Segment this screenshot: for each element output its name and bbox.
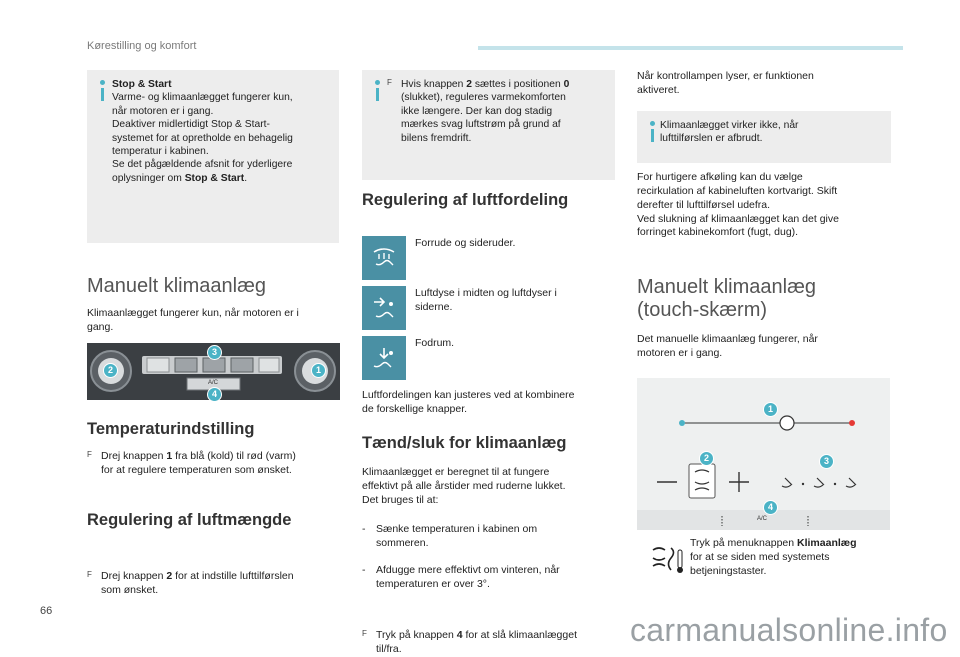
temp-num: 1 (166, 450, 173, 462)
climate-menu-icon (649, 544, 689, 576)
distribution-item-label: Luftdyse i midten og luftdyser i siderne. (415, 287, 557, 313)
touch-ac-title: Manuelt klimaanlæg (touch-skærm) (637, 276, 816, 321)
touch-ac-label: A/C (757, 516, 768, 522)
note2-pre: Hvis knappen (401, 79, 467, 90)
airflow-off-note (637, 111, 891, 163)
airflow-instruction (87, 570, 347, 598)
stop-start-note (87, 70, 339, 243)
menu-pre: Tryk på menuknappen (690, 537, 798, 549)
touch-screen-image (637, 378, 890, 530)
knob-zero-note (362, 70, 615, 180)
list-item-text: Afdugge mere effektivt om vinteren, når temperaturen er over 3°. (376, 564, 560, 591)
callout-3: 3 (819, 454, 834, 469)
distribution-item-label: Forrude og sideruder. (415, 237, 516, 249)
list-item-text: Sænke temperaturen i kabinen om sommeren. (376, 522, 538, 549)
note-body-bold: Stop & Start (184, 172, 245, 184)
callout-2: 2 (103, 363, 118, 378)
callout-2: 2 (699, 451, 714, 466)
press-pre: Tryk på knappen (376, 629, 457, 642)
ac-control-panel-image (87, 343, 340, 400)
distribution-item-label: Fodrum. (415, 337, 455, 349)
callout-1: 1 (311, 363, 326, 378)
list-item (362, 523, 620, 551)
section-header: Kørestilling og komfort (87, 40, 197, 52)
menu-instruction (690, 537, 890, 579)
manual-ac-text: Klimaanlægget fungerer kun, når motoren er i gang. (87, 307, 299, 333)
footwell-icon (362, 336, 406, 380)
callout-1: 1 (763, 402, 778, 417)
airflow-post: for at indstille lufttilførslen som ønsket. (101, 569, 294, 596)
list-dash: - (362, 564, 366, 577)
airflow-title: Regulering af luftmængde (87, 511, 292, 529)
airflow-off-note-text: Klimaanlægget virker ikke, når lufttilførslen er afbrudt. (660, 120, 799, 145)
callout-4: 4 (207, 387, 222, 402)
info-icon (95, 80, 109, 102)
knob-zero-note-text (387, 78, 640, 145)
note-title: Stop & Start (112, 79, 172, 90)
note2-num1: 2 (466, 79, 472, 90)
ac-onoff-text: Klimaanlægget er beregnet til at fungere effektivt på alle årstider med ruderne lukket. Det bruges til at: (362, 466, 566, 506)
note2-num2: 0 (563, 79, 570, 90)
note-body-end: . (244, 172, 248, 184)
menu-bold: Klimaanlæg (797, 537, 857, 549)
page-number: 66 (40, 605, 53, 617)
manual-ac-title: Manuelt klimaanlæg (87, 275, 266, 297)
press-num: 4 (456, 629, 463, 642)
touch-ac-text: Det manuelle klimaanlæg fungerer, når motoren er i gang. (637, 333, 818, 359)
callout-4: 4 (763, 500, 778, 515)
temp-post: fra blå (kold) til rød (varm) for at regulere temperaturen som ønsket. (101, 450, 296, 476)
info-icon (370, 80, 384, 102)
ac-button-label: A/C (208, 380, 219, 386)
note2-mid: sættes i positionen (472, 79, 564, 90)
lamp-text: Når kontrollampen lyser, er funktionen aktiveret. (637, 70, 814, 96)
distribution-text: Luftfordelingen kan justeres ved at kombinere de forskellige knapper. (362, 389, 575, 415)
ac-press-instruction (362, 629, 620, 657)
cooling-text: For hurtigere afkøling kan du vælge recirkulation af kabineluften kortvarigt. Skift derefter til lufttilførsel udefra. Ved slukning af klimaanlægget kan det give forringet kabinekomfort (fugt, dug). (637, 171, 839, 239)
stop-start-note-text (112, 78, 329, 185)
note2-post: (slukket), reguleres varmekomforten ikke længere. Der kan dog stadig mærkes svag luftstrøm på grund af bilens fremdrift. (401, 92, 566, 144)
press-post: for at slå klimaanlægget til/fra. (376, 629, 577, 656)
airflow-num: 2 (166, 569, 173, 582)
list-dash: - (362, 522, 366, 535)
ac-onoff-list (362, 509, 620, 606)
distribution-title: Regulering af luftfordeling (362, 191, 569, 209)
ac-onoff-title: Tænd/sluk for klimaanlæg (362, 434, 567, 452)
watermark: carmanualsonline.info (630, 612, 948, 648)
callout-3: 3 (207, 345, 222, 360)
airflow-pre: Drej knappen (101, 569, 167, 582)
windscreen-demist-icon (362, 236, 406, 280)
menu-post: for at se siden med systemets betjeningstaster. (690, 550, 830, 577)
list-item (362, 564, 620, 592)
temperature-title: Temperaturindstilling (87, 420, 255, 438)
temp-pre: Drej knappen (101, 450, 167, 462)
header-divider (478, 46, 903, 50)
temperature-instruction (87, 450, 347, 478)
face-vent-icon (362, 286, 406, 330)
info-icon (645, 121, 659, 143)
note-body: Varme- og klimaanlægget fungerer kun, når motoren er i gang. Deaktiver midlertidigt Stop & Start- systemet for at opretholde en behagelig temperatur i kabinen. Se det pågældende afsnit for yderligere oplysninger om (112, 92, 293, 184)
